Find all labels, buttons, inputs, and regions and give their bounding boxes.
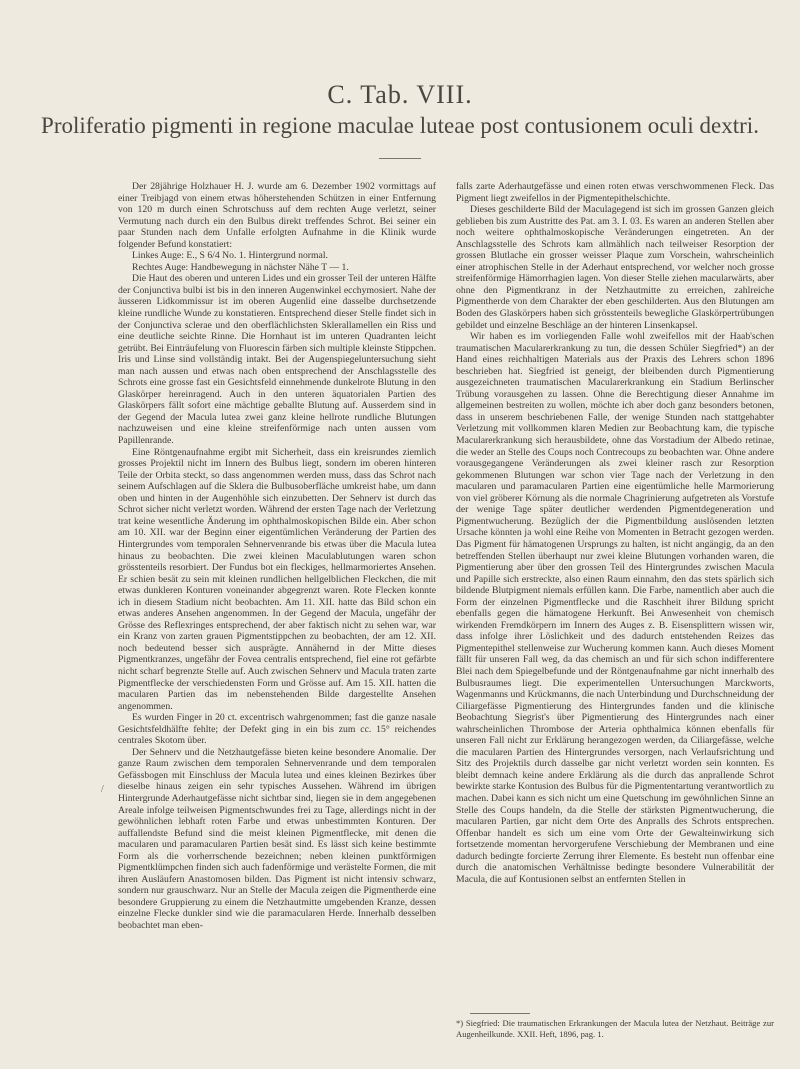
paragraph: Die Haut des oberen und unteren Lides und ein grosser Teil der unteren Hälfte der Conjunctiva bulbi ist bis in den inneren Augenwinkel ecchymosiert. Nahe der äusseren Lidkommissur ist im oberen Augenlid eine dasselbe durchsetzende kleine rundliche Wunde zu konstatieren. Entsprechend dieser Stelle findet sich in der Conjunctiva sclerae und den oberflächlichsten Sklerallamellen ein Riss und eine deutliche seichte Rinne. Die Hornhaut ist im unteren Quadranten leicht getrübt. Bei Einträufelung von Fluorescin färben sich multiple kleinste Stippchen. Iris und Linse sind vollständig intakt. Bei der Augenspiegeluntersuchung sieht man nach aussen und etwas nach oben entsprechend der Anschlagsstelle des Schrots eine grosse fast ein Gesichtsfeld einnehmende dunkelrote Blutung in den Glaskörper hereinragend. Auch in den unteren äquatorialen Partien des Glaskörpers fällt sofort eine mächtige geballte Blutung auf. Ausserdem sind in der Gegend der Macula lutea zwei ganz kleine hellrote rundliche Blutungen nachzuweisen und eine kleine streifenförmige nach unten aussen vom Papillenrande. — [118, 273, 436, 447]
paragraph: Es wurden Finger in 20 ct. excentrisch wahrgenommen; fast die ganze nasale Gesichtsfeldhälfte fehlte; der Defekt ging in ein bis zum cc. 15° reichendes centrales Skotom über. — [118, 712, 436, 747]
page-title: Proliferatio pigmenti in regione maculae luteae post contusionem oculi dextri. — [41, 113, 759, 138]
paragraph: Wir haben es im vorliegenden Falle wohl zweifellos mit der Haab'schen traumatischen Macularerkrankung zu tun, die dessen Schüler Siegfried*) an der Hand eines reichhaltigen Materials aus der Praxis des Lehrers schon 1896 beschrieben hat. Siegfried ist geneigt, der bleibenden durch Pigmentierung ausgezeichneten traumatischen Macularerkrankung ein Stadium Berlinscher Trübung vorausgehen zu lassen. Ohne die Berechtigung dieser Annahme im allgemeinen bestreiten zu wollen, möchte ich aber doch ganz besonders betonen, dass in unserem beschriebenen Falle, der wenige Stunden nach stattgehabter Verletzung mit vollkommen klaren Medien zur Beobachtung kam, die typische Macularerkrankung sich herausbildete, ohne das Vorstadium der Albedo retinae, die weder an Stelle des Coups noch Contrecoups zu beobachten war. Ohne andere vorausgegangene Veränderungen als zwei kleiner rasch zur Resorption gekommenen Blutungen war schon vier Tage nach der Verletzung in den macularen und paramacularen Partien eine eigentümliche helle Marmorierung von viel gröberer Körnung als die normale Chagrinierung aufgetreten als Vorstufe der wenige Tage später deutlicher werdenden Pigmentdegeneration und Pigmentwucherung. Bezüglich der die Pigmentbildung auslösenden letzten Ursache könnten ja wohl eine Reihe von Momenten in Betracht gezogen werden. Das Pigment für hämatogenen Ursprungs zu halten, ist nicht angängig, da an den betreffenden Stellen überhaupt nur zwei kleine Blutungen vorhanden waren, die Pigmentierung aber über den grossen Teil des Hintergrundes zwischen Macula und Papille sich erstreckte, also einen Raum einnahm, den das stets spärlich sich bildende Blutpigment niemals erfüllen kann. Die Farbe, namentlich aber auch die Form der einzelnen Pigmentflecke und die Raschheit ihrer Bildung spricht ebenfalls gegen die hämatogene Herkunft. Bei Anwesenheit von chemisch wirkenden Fremdkörpern im Innern des Auges z. B. Eisensplittern wissen wir, dass infolge ihrer Löslichkeit und des dadurch entstehenden Reizes das Pigmentepithel stellenweise zur Wucherung kommen kann. Auch dieses Moment fällt für unseren Fall weg, da das chemisch an und für sich schon indifferentere Blei nach dem Spiegelbefunde und der Röntgenaufnahme gar nicht innerhalb des Bulbusraumes liegt. Die experimentellen Untersuchungen Marckworts, Wagenmanns und Krückmanns, die nach Unterbindung und Durchschneidung der Ciliargefässe Pigmentierung des Hintergrundes fanden und die klinische Beobachtung Siegrist's über Pigmentierung des Hintergrundes nach einer wahrscheinlichen Thrombose der Arteria ophthalmica können ebenfalls für unseren Fall nicht zur Erklärung herangezogen werden, da Ciliargefässe, welche die macularen Partien des Hintergrundes versorgen, nach Verlaufsrichtung und Sitz des Projektils durch dasselbe gar nicht verletzt worden sein konnten. Es bleibt demnach keine andere Erklärung als die durch das anprallende Schrot bewirkte starke Kontusion des Bulbus für die Pigmententartung verantwortlich zu machen. Dabei kann es sich nicht um eine Quetschung im gewöhnlichen Sinne an Stelle des Coups handeln, da die Stelle der stärksten Pigmentwucherung, die macularen Partien, gar nicht dem Orte des Anpralls des Schrots entsprechen. Offenbar handelt es sich um eine vom Orte der Gewalteinwirkung sich fortsetzende momentan hervorgerufene Verschiebung der Membranen und eine dadurch bedingte forcierte Zerrung ihrer Elemente. Es besteht nun offenbar eine durch die anatomischen Verhältnisse bedingte besondere Vulnerabilität der Macula, die auf Kontusionen selbst an entfernten Stellen in — [456, 331, 774, 885]
margin-mark: / — [101, 784, 104, 795]
paragraph: Rechtes Auge: Handbewegung in nächster Nähe T — 1. — [132, 261, 349, 273]
left-column — [118, 181, 436, 932]
title-divider — [379, 158, 421, 159]
right-column — [456, 181, 774, 885]
paragraph: Der 28jährige Holzhauer H. J. wurde am 6. Dezember 1902 vormittags auf einer Treibjagd von einem etwas höherstehenden Schützen in einer Entfernung von 120 m durch einen Schrotschuss auf dem rechten Auge verletzt, seiner Vermutung nach durch ein den Bulbus direkt treffendes Schrot. Bei seiner ein paar Stunden nach dem Unfalle erfolgten Aufnahme in die Klinik wurde folgender Befund konstatiert: — [118, 181, 436, 250]
paragraph: Dieses geschilderte Bild der Maculagegend ist sich im grossen Ganzen gleich geblieben bis zum Austritte des Pat. am 3. I. 03. Es waren an anderen Stellen aber noch weitere ophthalmoskopische Veränderungen eingetreten. An der Anschlagsstelle des Schrots kam allmählich nach teilweiser Resorption der grossen Blutlache ein grosser weisser Plaque zum Vorschein, wahrscheinlich einer atrophischen Stelle in der Aderhaut entsprechend, vor welcher noch grosse streifenförmige Hämorrhagien lagen. Von dieser Stelle ziehen macularwärts, aber ohne den Pigmentkranz in der Netzhautmitte zu erreichen, zahlreiche Pigmentherde von dem Charakter der eben geschilderten. Aus den Blutungen am Boden des Glaskörpers haben sich grösstenteils bewegliche Glaskörpertrübungen gebildet und einzelne Beschläge an der hinteren Linsenkapsel. — [456, 204, 774, 331]
footnote-divider — [470, 1013, 530, 1014]
plate-label: C. Tab. VIII. — [327, 80, 473, 109]
footnote: *) Siegfried: Die traumatischen Erkrankungen der Macula lutea der Netzhaut. Beiträge zur Augenheilkunde. XXII. Heft, 1896, pag. 1. — [456, 1018, 774, 1039]
paragraph: Linkes Auge: E., S 6/4 No. 1. Hintergrund normal. — [132, 250, 328, 262]
paragraph: Eine Röntgenaufnahme ergibt mit Sicherheit, dass ein kreisrundes ziemlich grosses Projektil nicht im Innern des Bulbus liegt, sondern im oberen hinteren Teile der Orbita steckt, so dass angenommen werden muss, dass das Schrot nach seinem Aufschlagen auf die Sklera die Bulbusoberfläche umkreist habe, um dann oben und hinten in der Augenhöhle sich einzubetten. Der Sehnerv ist durch das Schrot sicher nicht verletzt worden. Während der ersten Tage nach der Verletzung trat keine wesentliche Änderung im ophthalmoskopischen Bilde ein. Aber schon am 10. XII. war der Beginn einer eigentümlichen Veränderung der Partien des Hintergrundes vom temporalen Sehnervenrande bis etwas über die Macula lutea hinaus zu beobachten. Die zwei kleinen Maculablutungen waren schon grösstenteils resorbiert. Der Fundus bot ein fleckiges, hellmarmoriertes Ansehen. Er schien besät zu sein mit kleinen rundlichen hellgelblichen Fleckchen, die mit etwas dunkleren Konturen voneinander abgegrenzt waren. Rote Flecken konnte ich in diesem Stadium nicht beobachten. Am 11. XII. hatte das Bild schon ein etwas anderes Ansehen angenommen. In der Gegend der Macula, ungefähr der Grösse des Reflexringes entsprechend, der aber faktisch nicht zu sehen war, war ein Kranz von zarten grauen Pigmentstippchen zu beobachten, der am 12. XII. noch bedeutend besser sich ausprägte. Annähernd in der Mitte dieses Pigmentkranzes, ungefähr der Fovea centralis entsprechend, fiel eine rot gefärbte nicht scharf begrenzte Stelle auf. Auch zwischen Sehnerv und Macula traten zarte Pigmentflecke der verschiedensten Form und Grösse auf. Am 15. XII. hatten die macularen Partien das im nebenstehenden Bilde dargestellte Ansehen angenommen. — [118, 446, 436, 712]
paragraph: falls zarte Aderhautgefässe und einen roten etwas verschwommenen Fleck. Das Pigment liegt zweifellos in der Pigmentepithelschichte. — [456, 181, 774, 204]
paragraph: Der Sehnerv und die Netzhautgefässe bieten keine besondere Anomalie. Der ganze Raum zwischen dem temporalen Sehnervenrande und dem temporalen Gefässbogen mit Einschluss der Macula lutea und eines kleinen Bezirkes über dieselbe hinaus zeigen ein sehr typisches Aussehen. Während im übrigen Hintergrunde Aderhautgefässe nicht sichtbar sind, liegen sie in dem angegebenen Areale infolge teilweisen Pigmentschwundes frei zu Tage, allerdings nicht in der gewöhnlichen lebhaft roten Farbe und etwas unbestimmten Konturen. Der auffallendste Befund sind die meist kleinen Pigmentflecke, mit denen die macularen und paramacularen Partien besät sind. Es lässt sich keine bestimmte Form als die vorherrschende bezeichnen; neben kleinen punktförmigen Pigmentklümpchen finden sich auch fadenförmige und verästelte Formen, die mit ihren Ausläufern Anastomosen bilden. Das Pigment ist nicht intensiv schwarz, sondern nur grauschwarz. Nur an Stelle der Macula zeigen die Pigmentherde eine besondere Gruppierung zu einem die Netzhautmitte umgebenden Kranze, dessen einzelne Flecke dunkler sind wie die paramacularen Herde. Innerhalb desselben beobachtet man eben- — [118, 746, 436, 931]
